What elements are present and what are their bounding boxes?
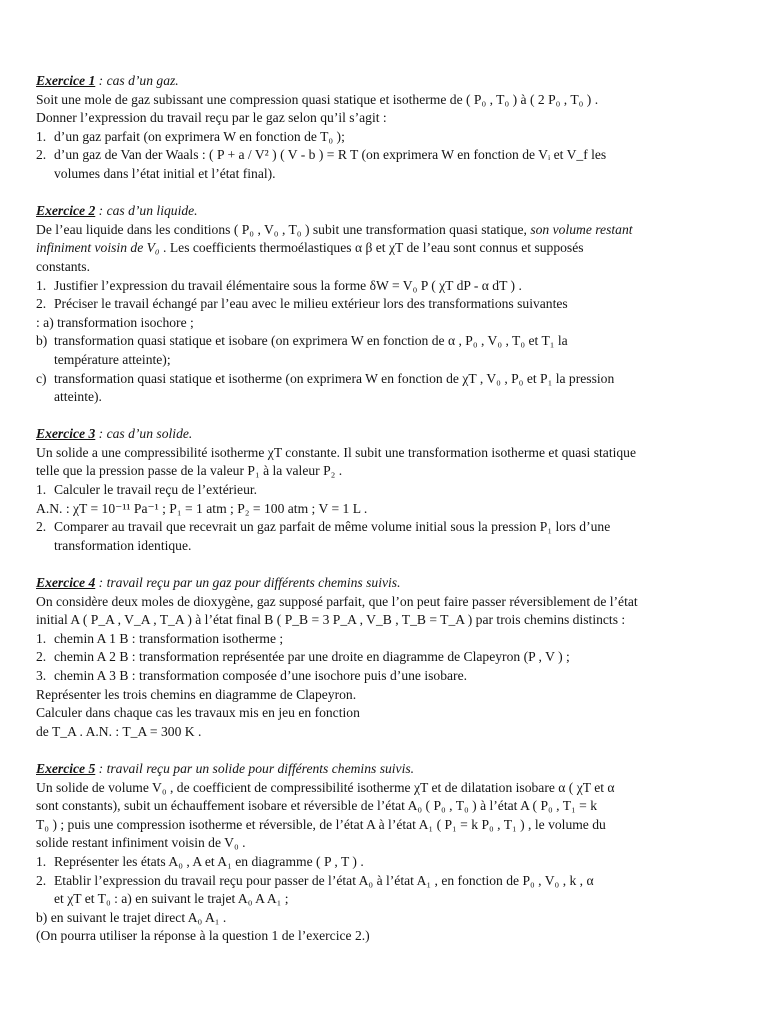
list-item: [36, 277, 720, 296]
exercise-subtitle: : cas d’un liquide.: [95, 203, 198, 219]
text-line: Donner l’expression du travail reçu par le gaz selon qu’il s’agit :: [36, 110, 387, 126]
item-number: 2.: [36, 519, 47, 535]
item-text: atteinte).: [54, 389, 102, 405]
text-line: telle que la pression passe de la valeur P₁ à la valeur P₂ .: [36, 463, 343, 479]
list-item: [36, 518, 720, 537]
exercise-label: Exercice 1: [36, 73, 96, 88]
list-item: [36, 853, 720, 872]
item-number: 2.: [36, 147, 47, 163]
item-text: Comparer au travail que recevrait un gaz parfait de même volume initial sous la pression P₁ lors d’une: [54, 519, 611, 535]
list-item: [36, 481, 720, 500]
exercise-2-title: [36, 202, 720, 221]
list-item: [36, 128, 720, 147]
item-text: et χT et T₀ : a) en suivant le trajet A₀ A A₁ ;: [54, 891, 289, 907]
text-span: . Les coefficients thermoélastiques α β et χT de l’eau sont connus et supposés: [159, 240, 584, 256]
item-text: chemin A 2 B : transformation représentée par une droite en diagramme de Clapeyron (P , V ) ;: [54, 649, 570, 665]
text-line: constants.: [36, 258, 90, 274]
exercise-4-title: [36, 574, 720, 593]
item-number: 1.: [36, 482, 47, 498]
item-text: température atteinte);: [54, 351, 171, 367]
item-number: 2.: [36, 296, 47, 312]
text-line: Un solide de volume V₀ , de coefficient de compressibilité isotherme χT et de dilatation isobare α ( χT et α: [36, 779, 615, 795]
item-number: 2.: [36, 872, 47, 888]
text-line: On considère deux moles de dioxygène, gaz supposé parfait, que l’on peut faire passer réversiblement de l’état: [36, 593, 638, 609]
list-item: [36, 648, 720, 667]
list-item: [36, 667, 720, 686]
item-letter: b): [36, 333, 48, 349]
exercise-subtitle: : cas d’un solide.: [95, 426, 193, 442]
exercise-label: Exercice 4: [36, 575, 96, 591]
exercise-3-title: [36, 425, 720, 444]
list-item: [36, 332, 720, 351]
item-text: d’un gaz parfait (on exprimera W en fonction de T₀ );: [54, 128, 345, 144]
item-text: Représenter les états A₀ , A et A₁ en diagramme ( P , T ) .: [54, 853, 364, 869]
text-line: initial A ( P_A , V_A , T_A ) à l’état final B ( P_B = 3 P_A , V_B , T_B = T_A ) par trois chemins distincts :: [36, 612, 626, 628]
text-line: Calculer dans chaque cas les travaux mis en jeu en fonction: [36, 705, 360, 721]
exercise-subtitle: : cas d’un gaz.: [95, 73, 179, 88]
item-text: transformation quasi statique et isobare (on exprimera W en fonction de α , P₀ , V₀ , T₀ et T₁ la: [54, 333, 568, 349]
text-line: sont constants), subit un échauffement isobare et réversible de l’état A₀ ( P₀ , T₀ ) à l’état A ( P₀ , T₁ = k: [36, 798, 598, 814]
item-number: 1.: [36, 853, 47, 869]
sub-item: b) en suivant le trajet direct A₀ A₁ .: [36, 909, 227, 925]
item-letter: c): [36, 370, 47, 386]
list-item-continued: [36, 165, 720, 184]
text-line: Représenter les trois chemins en diagramme de Clapeyron.: [36, 686, 357, 702]
exercise-subtitle: : travail reçu par un solide pour différents chemins suivis.: [95, 760, 415, 776]
list-item: [36, 872, 720, 891]
exercise-label: Exercice 2: [36, 203, 96, 219]
text-line: [36, 221, 720, 240]
list-item: [36, 630, 720, 649]
item-text: Calculer le travail reçu de l’extérieur.: [54, 482, 258, 498]
item-text: Préciser le travail échangé par l’eau avec le milieu extérieur lors des transformations suivantes: [54, 296, 568, 312]
note: (On pourra utiliser la réponse à la question 1 de l’exercice 2.): [36, 928, 370, 944]
exercise-label: Exercice 5: [36, 760, 96, 776]
exercise-subtitle: : travail reçu par un gaz pour différents chemins suivis.: [95, 575, 401, 591]
item-text: transformation quasi statique et isotherme (on exprimera W en fonction de χT , V₀ , P₀ et P₁ la pression: [54, 370, 615, 386]
numeric-application: A.N. : χT = 10⁻¹¹ Pa⁻¹ ; P₁ = 1 atm ; P₂ = 100 atm ; V = 1 L .: [36, 500, 368, 516]
text-line: Un solide a une compressibilité isotherme χT constante. Il subit une transformation isotherme et quasi statique: [36, 444, 636, 460]
italic-span: son volume restant: [530, 221, 633, 237]
exercise-1-title: [36, 72, 720, 91]
sub-item: : a) transformation isochore ;: [36, 314, 194, 330]
text-line: solide restant infiniment voisin de V₀ .: [36, 835, 246, 851]
list-item-continued: [36, 537, 720, 556]
list-item: [36, 295, 720, 314]
item-text: chemin A 1 B : transformation isotherme ;: [54, 630, 284, 646]
list-item-continued: [36, 388, 720, 407]
exercise-5-title: [36, 760, 720, 779]
item-text: d’un gaz de Van der Waals : ( P + a / V² ) ( V - b ) = R T (on exprimera W en fonction de Vᵢ et V_f les: [54, 147, 607, 163]
item-number: 1.: [36, 630, 47, 646]
italic-span: infiniment voisin de V₀: [36, 240, 160, 256]
item-number: 1.: [36, 128, 47, 144]
item-text: Justifier l’expression du travail élémentaire sous la forme δW = V₀ P ( χT dP - α dT ) .: [54, 277, 522, 293]
item-text: Etablir l’expression du travail reçu pour passer de l’état A₀ à l’état A₁ , en fonction de P₀ , V₀ , k , α: [54, 872, 594, 888]
item-text: volumes dans l’état initial et l’état final).: [54, 165, 276, 181]
exercise-label: Exercice 3: [36, 426, 96, 442]
item-number: 3.: [36, 668, 47, 683]
item-text: transformation identique.: [54, 537, 192, 553]
text-line: T₀ ) ; puis une compression isotherme et réversible, de l’état A à l’état A₁ ( P₁ = k P₀ , T₁ ) , le volume du: [36, 816, 606, 832]
list-item: [36, 370, 720, 389]
list-item-continued: [36, 351, 720, 370]
text-line: [36, 239, 720, 258]
document-page: [36, 72, 720, 946]
list-item-continued: [36, 890, 720, 909]
item-number: 2.: [36, 649, 47, 665]
text-line: de T_A . A.N. : T_A = 300 K .: [36, 723, 202, 739]
item-text: chemin A 3 B : transformation composée d’une isochore puis d’une isobare.: [54, 668, 468, 683]
text-line: Soit une mole de gaz subissant une compression quasi statique et isotherme de ( P₀ , T₀ ) à ( 2 P₀ , T₀ ) .: [36, 91, 599, 107]
item-number: 1.: [36, 277, 47, 293]
text-span: De l’eau liquide dans les conditions ( P₀ , V₀ , T₀ ) subit une transformation quasi statique,: [36, 221, 531, 237]
list-item: [36, 146, 720, 165]
